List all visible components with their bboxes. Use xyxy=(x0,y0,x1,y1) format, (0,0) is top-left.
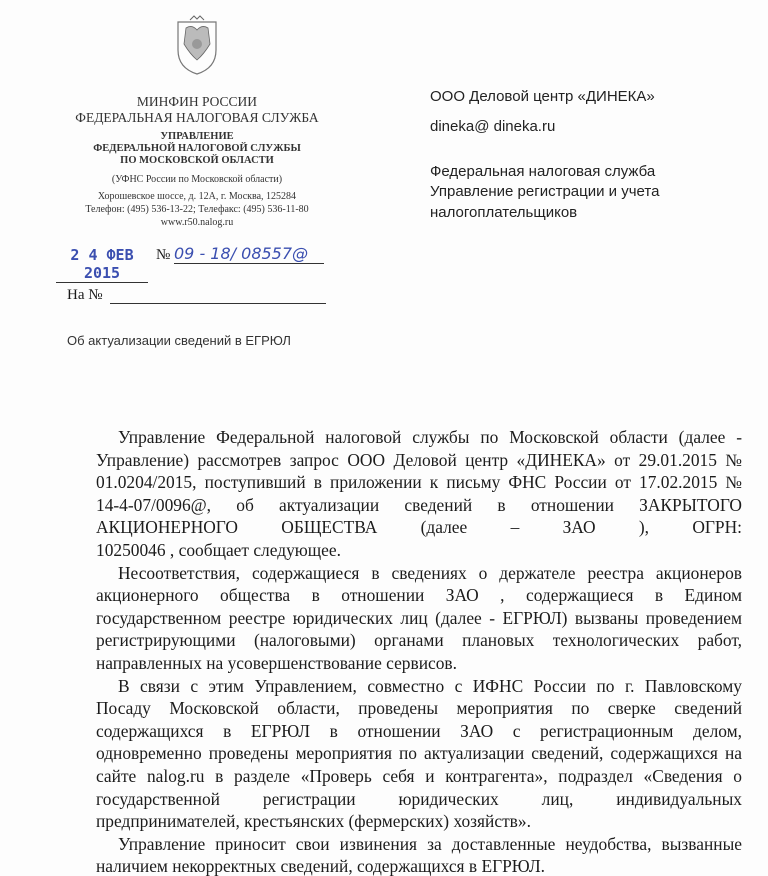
phone: Телефон: (495) 536-13-22; Телефакс: (495) 536-11-80 xyxy=(85,204,309,215)
body-line: В связи с этим Управлением, совместно с ИФНС России по г. Павловскому xyxy=(118,675,742,696)
body-line: наличием некорректных сведений, содержащихся в ЕГРЮЛ. xyxy=(96,856,545,876)
paragraph-4 xyxy=(96,833,742,876)
subject: Об актуализации сведений в ЕГРЮЛ xyxy=(67,333,291,348)
outgoing-number: 09 - 18/ 08557@ xyxy=(174,244,324,264)
letter-body xyxy=(96,426,742,876)
body-line: 14-4-07/0096@, об актуализации сведений в отношении ЗАКРЫТОГО xyxy=(96,494,742,515)
service-name: ФЕДЕРАЛЬНАЯ НАЛОГОВАЯ СЛУЖБА xyxy=(75,110,319,125)
date-stamp: 2 4 ФЕВ 2015 xyxy=(56,246,148,283)
ministry-name: МИНФИН РОССИИ xyxy=(136,94,258,109)
body-line: акционерного общества в отношении ЗАО , содержащиеся в Едином xyxy=(96,585,742,606)
recipient-org: Федеральная налоговая служба xyxy=(430,163,656,180)
body-line: 10250046 , сообщает следующее. xyxy=(96,539,341,560)
body-line: Несоответствия, содержащиеся в сведениях о держателе реестра акционеров xyxy=(118,562,742,583)
body-line: Посаду Московской области, проведены мероприятия по сверке сведений xyxy=(96,698,742,719)
body-line: государственной регистрации юридических лиц, индивидуальных xyxy=(96,788,742,809)
paragraph-3 xyxy=(96,675,742,833)
paragraph-2 xyxy=(96,562,742,675)
body-line: содержащихся в ЕГРЮЛ в отношении ЗАО с регистрационным делом, xyxy=(96,720,742,741)
number-label: № xyxy=(156,247,171,263)
recipient-email: dineka@ dineka.ru xyxy=(430,118,556,135)
department-line-2: ФЕДЕРАЛЬНОЙ НАЛОГОВОЙ СЛУЖБЫ xyxy=(93,143,301,154)
body-line: 01.0204/2015, поступивший в приложении к письму ФНС России от 17.02.2015 № xyxy=(96,472,742,493)
russian-coat-of-arms-icon xyxy=(172,14,222,76)
recipient-dept-1: Управление регистрации и учета xyxy=(430,183,660,200)
body-line: АКЦИОНЕРНОГО ОБЩЕСТВА (далее – ЗАО ), ОГРН: xyxy=(96,517,742,538)
body-line: Управление Федеральной налоговой службы по Московской области (далее - xyxy=(118,427,742,447)
website: www.r50.nalog.ru xyxy=(160,217,234,228)
body-line: сайте nalog.ru в разделе «Проверь себя и контрагента», подраздел «Сведения о xyxy=(96,765,742,786)
recipient-dept-2: налогоплательщиков xyxy=(430,204,578,221)
department-short-name: (УФНС России по Московской области) xyxy=(111,174,283,185)
body-line: Управление приносит свои извинения за доставленные неудобства, вызванные xyxy=(118,833,742,854)
body-line: направленных на усовершенствование сервисов. xyxy=(96,652,457,673)
body-line: государственном реестре юридических лиц (далее - ЕГРЮЛ) вызваны проведением xyxy=(96,607,742,628)
body-line: предпринимателей, крестьянских (фермерских) хозяйств». xyxy=(96,811,531,832)
body-line: одновременно проведены мероприятия по актуализации сведений, содержащихся на xyxy=(96,743,742,764)
department-line-3: ПО МОСКОВСКОЙ ОБЛАСТИ xyxy=(120,155,274,166)
body-line: регистрирующими (налоговыми) органами плановых технологических работ, xyxy=(96,630,742,651)
paragraph-1 xyxy=(96,426,742,562)
recipient-company: ООО Деловой центр «ДИНЕКА» xyxy=(430,88,655,105)
department-line-1: УПРАВЛЕНИЕ xyxy=(160,131,234,142)
reply-to-line xyxy=(110,303,326,304)
reply-to-label: На № xyxy=(67,287,103,303)
address: Хорошевское шоссе, д. 12А, г. Москва, 125284 xyxy=(97,191,297,202)
body-line: Управление) рассмотрев запрос ООО Деловой центр «ДИНЕКА» от 29.01.2015 № xyxy=(96,449,742,470)
